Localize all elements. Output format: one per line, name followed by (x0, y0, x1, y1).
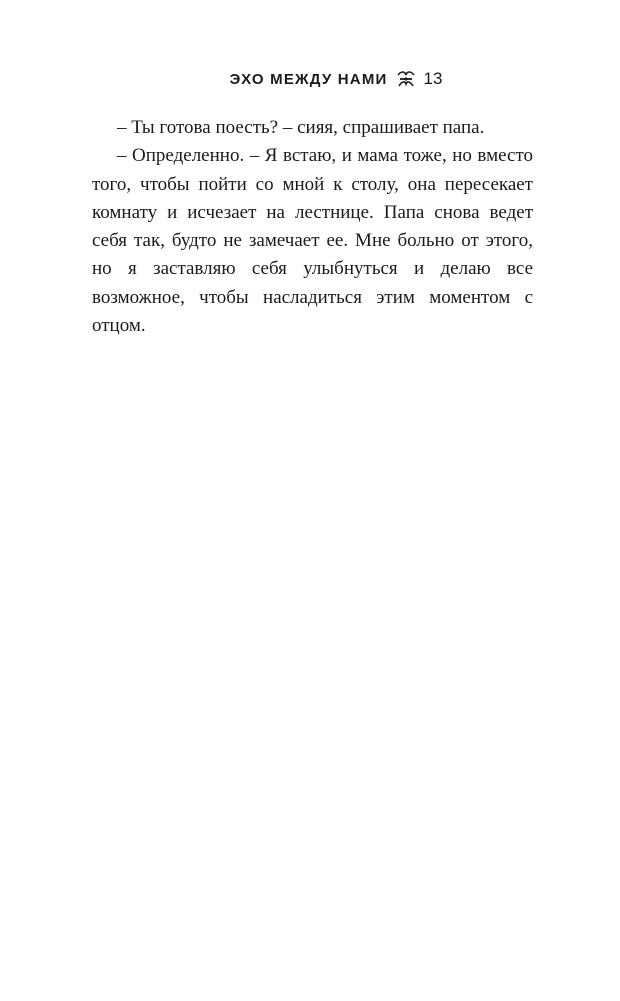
book-title: ЭХО МЕЖДУ НАМИ (229, 70, 388, 88)
page-number: 13 (423, 69, 443, 88)
paragraph: – Определенно. – Я встаю, и мама тоже, но вместо того, чтобы пойти со мной к столу, она пересекает комнату и исчезает на лестнице. Папа снова ведет себя так, будто не замечает ее. Мне больно от этого, но я заставляю себя улыбнуться и делаю все возможное, чтобы насладиться этим моментом с отцом. (92, 145, 533, 337)
paragraph: – Ты готова поесть? – сияя, спрашивает папа. (117, 117, 485, 138)
flourish-icon (396, 70, 416, 88)
running-header (0, 66, 620, 92)
body-text (92, 114, 533, 340)
